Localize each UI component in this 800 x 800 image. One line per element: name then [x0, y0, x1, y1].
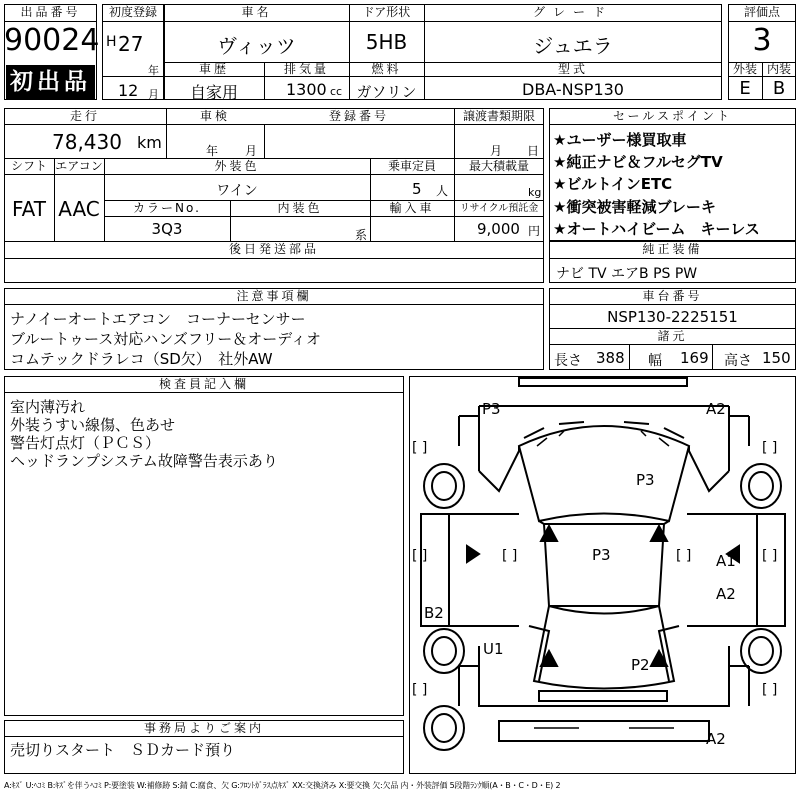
- import-label: 輸入車: [389, 201, 435, 215]
- insp-month-unit: 月: [245, 144, 258, 158]
- history: 自家用: [189, 83, 238, 102]
- door-label: ドア形状: [362, 5, 411, 19]
- damage-label-b2: B2: [424, 604, 444, 622]
- ac: AAC: [58, 197, 100, 221]
- damage-label-p3-top: P3: [482, 400, 501, 418]
- displacement-label: 排気量: [283, 62, 329, 76]
- inspector-line: 警告灯点灯（ＰＣＳ）: [10, 434, 161, 452]
- sales-point: ★ビルトインETC: [553, 175, 673, 193]
- equipment-title: 純正装備: [642, 242, 703, 256]
- notes-title: 注意事項欄: [236, 289, 312, 303]
- recycle-unit: 円: [528, 224, 541, 238]
- capacity-label: 乗車定員: [387, 159, 436, 173]
- bracket-mark: [ ]: [502, 548, 518, 564]
- inspector-line: ヘッドランプシステム故障警告表示あり: [10, 452, 278, 470]
- height-label: 高さ: [724, 353, 752, 369]
- length-value: 388: [596, 349, 625, 367]
- inspection-label: 車検: [199, 109, 230, 123]
- interior-label: 内装: [766, 62, 791, 76]
- damage-label-a2-bottom: A2: [706, 730, 726, 748]
- fuel: ガソリン: [356, 83, 417, 101]
- color-no: 3Q3: [151, 220, 183, 238]
- damage-label-u1: U1: [483, 640, 504, 658]
- sales-title: セールスポイント: [613, 109, 732, 123]
- lot-number: 90024: [4, 23, 100, 58]
- regno-label: 登録番号: [328, 109, 389, 123]
- inspector-line: 室内薄汚れ: [10, 398, 86, 416]
- transfer-day-unit: 日: [527, 144, 540, 158]
- ext-color: ワイン: [216, 183, 258, 199]
- recycle-label: リサイクル預託金: [459, 203, 539, 214]
- sales-point: ★純正ナビ＆フルセグTV: [553, 153, 723, 171]
- ac-label: エアコン: [55, 159, 103, 173]
- displacement-unit: cc: [330, 85, 343, 98]
- width-label: 幅: [648, 353, 662, 369]
- grade-label: グレード: [532, 5, 613, 19]
- shift: FAT: [11, 197, 46, 221]
- note-line: ナノイーオートエアコン コーナーセンサー: [10, 310, 306, 328]
- damage-label-a1: A1: [716, 552, 736, 570]
- inspector-line: 外装うすい線傷、色あせ: [10, 416, 176, 434]
- score-label: 評価点: [743, 5, 780, 19]
- capacity: 5: [412, 180, 422, 198]
- note-line: ブルートゥース対応ハンズフリー＆オーディオ: [10, 330, 322, 348]
- year-unit: 年: [148, 64, 159, 77]
- score: 3: [752, 23, 772, 58]
- displacement: 1300: [286, 80, 327, 99]
- chassis-number: NSP130-2225151: [607, 308, 738, 326]
- bracket-mark: [ ]: [676, 548, 692, 564]
- grade: ジュエラ: [533, 34, 613, 58]
- era: H: [106, 34, 117, 50]
- lot-label: 出品番号: [20, 5, 81, 19]
- model-code: DBA-NSP130: [522, 80, 624, 99]
- mileage-label: 走行: [69, 109, 100, 123]
- sales-point: ★衝突被害軽減ブレーキ: [553, 198, 716, 216]
- int-color-label: 内装色: [277, 201, 323, 215]
- transfer-month-unit: 月: [490, 144, 503, 158]
- max-load-label: 最大積載量: [468, 159, 529, 173]
- equipment-items: ナビ TV エアB PS PW: [556, 266, 698, 282]
- car-name-label: 車名: [241, 5, 272, 19]
- exterior-grade: E: [739, 78, 751, 99]
- history-label: 車歴: [198, 62, 229, 76]
- exterior-label: 外装: [732, 62, 757, 76]
- office-text: 売切りスタート ＳＤカード預り: [10, 741, 236, 759]
- reg-month: 12: [118, 81, 139, 100]
- legend-text: A:ｷｽﾞ U:ﾍｺﾐ B:ｷｽﾞを伴うﾍｺﾐ P:要塗装 W:補修跡 S:錆 C:腐食、欠 G:ﾌﾛﾝﾄｶﾞﾗｽ点ｷｽﾞ XX:交換済み X:要交換 欠:欠品 内・外装評価 5段階ﾗﾝｸ順(A・B・C・D・E) 2: [4, 781, 561, 790]
- office-title: 事務局よりご案内: [143, 721, 264, 735]
- reg-year: 27: [118, 32, 144, 56]
- bracket-mark: [ ]: [762, 682, 778, 698]
- month-unit: 月: [148, 88, 159, 101]
- car-outline: [409, 376, 796, 774]
- damage-label-a2-top: A2: [706, 400, 726, 418]
- max-load-unit: kg: [528, 186, 542, 199]
- sales-point: ★ユーザー様買取車: [553, 131, 687, 149]
- length-label: 長さ: [554, 353, 582, 369]
- note-line: コムテックドラレコ（SD欠） 社外AW: [10, 350, 273, 368]
- bracket-mark: [ ]: [412, 682, 428, 698]
- bracket-mark: [ ]: [762, 440, 778, 456]
- ext-color-label: 外装色: [214, 159, 260, 173]
- car-name: ヴィッツ: [217, 34, 296, 58]
- fuel-label: 燃料: [371, 62, 402, 76]
- insp-year-unit: 年: [206, 144, 219, 158]
- damage-label-p2: P2: [631, 656, 650, 674]
- bracket-mark: [ ]: [412, 440, 428, 456]
- bracket-mark: [ ]: [412, 548, 428, 564]
- damage-label-a2-right: A2: [716, 585, 736, 603]
- interior-grade: B: [772, 78, 786, 99]
- first-reg-label: 初度登録: [108, 5, 157, 19]
- transfer-label: 譲渡書類期限: [462, 109, 535, 123]
- bracket-mark: [ ]: [762, 548, 778, 564]
- color-no-label: カラーNo.: [133, 201, 201, 215]
- damage-label-p3-hood: P3: [636, 471, 655, 489]
- mileage-unit: km: [137, 133, 162, 152]
- spec-title: 諸元: [657, 329, 688, 343]
- first-listing-badge: 初出品: [6, 65, 95, 99]
- width-value: 169: [680, 349, 709, 367]
- chassis-title: 車台番号: [642, 289, 703, 303]
- recycle-fee: 9,000: [477, 220, 520, 238]
- door-type: 5HB: [365, 30, 408, 54]
- capacity-unit: 人: [436, 184, 449, 198]
- model-label: 型式: [557, 62, 588, 76]
- int-color-unit: 系: [355, 228, 368, 242]
- mileage: 78,430: [52, 130, 122, 154]
- sales-point: ★オートハイビーム キーレス: [553, 220, 760, 238]
- inspector-title: 検査員記入欄: [158, 377, 249, 391]
- height-value: 150: [762, 349, 791, 367]
- later-parts-label: 後日発送部品: [228, 242, 319, 256]
- shift-label: シフト: [10, 159, 47, 173]
- damage-label-p3-roof: P3: [592, 546, 611, 564]
